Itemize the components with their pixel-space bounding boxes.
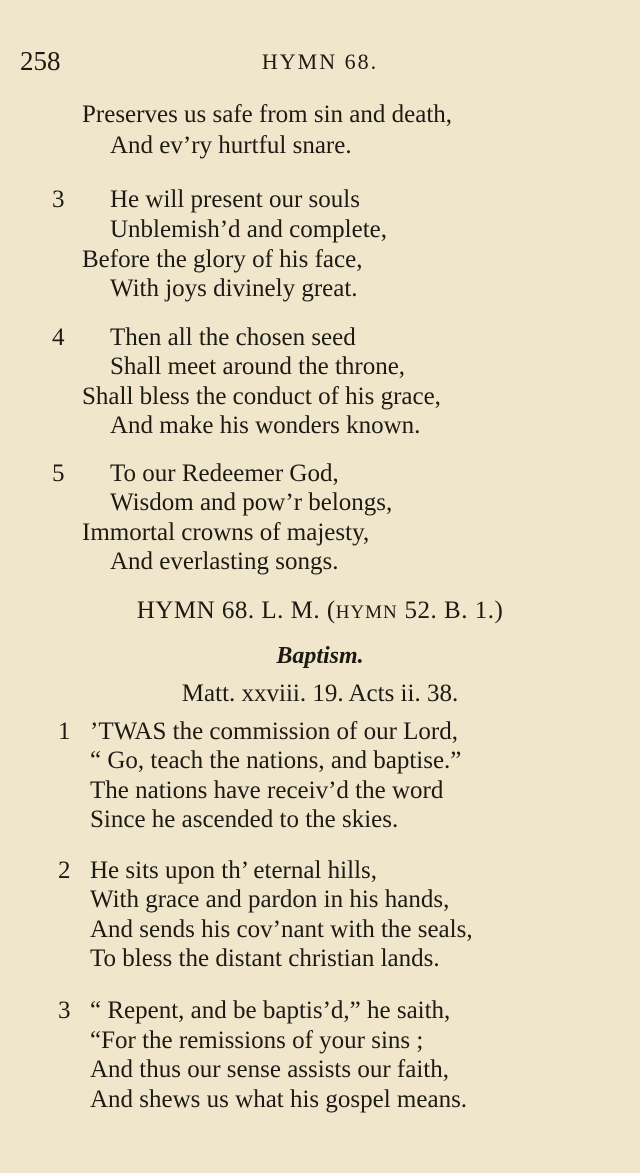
verse-line: Immortal crowns of majesty, [82,519,370,546]
verse-line: Before the glory of his face, [82,246,363,273]
page-header [0,46,640,80]
running-head: HYMN 68. [261,49,379,74]
stanza-number: 3 [52,186,65,213]
hymn-subject: Baptism. [276,643,364,669]
verse-line: And make his wonders known. [110,412,421,439]
hymn-title-main: HYMN 68. L. M. ( [136,597,336,624]
verse-line: Shall meet around the throne, [110,353,406,380]
scripture-references: Matt. xxviii. 19. Acts ii. 38. [181,680,459,707]
verse-line: And ev’ry hurtful snare. [110,132,352,159]
stanza-number: 4 [52,324,65,351]
verse-line: “ Repent, and be baptis’d,” he saith, [90,997,451,1024]
verse-line: Unblemish’d and complete, [110,216,388,243]
hymn-title [0,596,640,628]
verse-line: Since he ascended to the skies. [90,806,399,833]
verse-line: And shews us what his gospel means. [90,1086,468,1113]
verse-line: Wisdom and pow’r belongs, [110,489,393,516]
verse-line: Then all the chosen seed [110,324,356,351]
verse-line: To bless the distant christian lands. [90,945,440,972]
stanza-number: 1 [58,718,71,745]
verse-line: “ Go, teach the nations, and baptise.” [90,747,462,774]
stanza-number: 5 [52,460,65,487]
page-number: 258 [20,46,61,76]
verse-line: He will present our souls [110,186,360,213]
verse-line: He sits upon th’ eternal hills, [90,857,377,884]
verse-line: ’TWAS the commission of our Lord, [90,718,459,745]
stanza-number: 2 [58,857,71,884]
verse-line: And sends his cov’nant with the seals, [90,916,473,943]
verse-line: And everlasting songs. [110,548,339,575]
verse-line: Preserves us safe from sin and death, [82,101,453,128]
verse-line: With grace and pardon in his hands, [90,886,450,913]
verse-line: “For the remissions of your sins ; [90,1027,424,1054]
verse-line: And thus our sense assists our faith, [90,1056,449,1083]
verse-line: With joys divinely great. [110,275,358,302]
stanza-number: 3 [58,997,71,1024]
verse-line: The nations have receiv’d the word [90,777,444,804]
verse-line: To our Redeemer God, [110,460,339,487]
hymn-title-tail: 52. B. 1.) [397,597,504,624]
verse-line: Shall bless the conduct of his grace, [82,383,441,410]
hymn-title-smallcaps: HYMN [335,602,398,623]
